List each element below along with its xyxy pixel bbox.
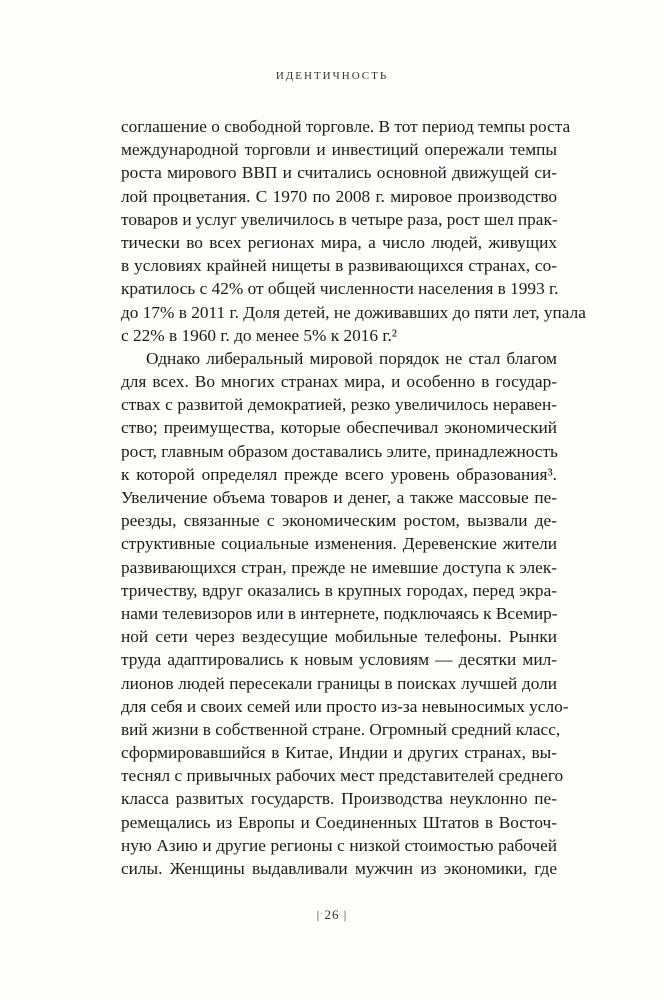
text-line: ную Азию и другие регионы с низкой стоимостью рабочей	[121, 835, 557, 855]
text-line: кратилось с 42% от общей численности населения в 1993 г.	[121, 279, 559, 299]
text-line: вий жизни в собственной стране. Огромный средний класс,	[121, 719, 561, 739]
text-line: сформировавшийся в Китае, Индии и других странах, вы-	[121, 743, 557, 763]
text-line: к которой определял прежде всего уровень образования³.	[121, 464, 557, 484]
text-line: теснял с привычных рабочих мест представителей среднего	[121, 766, 564, 786]
text-line: ной сети через вездесущие мобильные телефоны. Рынки	[121, 627, 557, 647]
text-line: ремещались из Европы и Соединенных Штатов в Восточ-	[121, 812, 557, 832]
body-text	[121, 115, 586, 880]
text-line: силы. Женщины выдавливали мужчин из экономики, где	[121, 859, 557, 878]
text-line: тически во всех регионах мира, а число людей, живущих	[121, 232, 557, 252]
text-line: лионов людей пересекали границы в поисках лучшей доли	[121, 673, 557, 693]
text-line: нами телевизоров или в интернете, подключаясь к Всемир-	[121, 603, 558, 623]
text-line: Увеличение объема товаров и денег, а также массовые пе-	[121, 488, 557, 507]
text-line: с 22% в 1960 г. до менее 5% к 2016 г.²	[121, 325, 397, 345]
text-line: структивные социальные изменения. Деревенские жители	[121, 534, 557, 554]
text-line: рост, главным образом доставались элите, принадлежность	[121, 441, 558, 461]
text-line: ствах с развитой демократией, резко увеличилось неравен-	[121, 395, 557, 415]
text-line: труда адаптировались к новым условиям — десятки мил-	[121, 650, 557, 670]
text-line: развивающихся стран, прежде не имевшие доступа к элек-	[121, 557, 557, 577]
text-line: товаров и услуг увеличилось в четыре раза, рост шел прак-	[121, 209, 558, 229]
text-line: ство; преимущества, которые обеспечивал экономический	[121, 418, 557, 438]
text-line: в условиях крайней нищеты в развивающихся странах, со-	[121, 256, 557, 276]
text-line: роста мирового ВВП и считались основной движущей си-	[121, 163, 557, 183]
text-line: тричеству, вдруг оказались в крупных городах, перед экра-	[121, 580, 557, 600]
text-line: реезды, связанные с экономическим ростом, вызвали де-	[121, 511, 557, 531]
page-number: | 26 |	[316, 907, 348, 922]
text-line: Однако либеральный мировой порядок не стал благом	[146, 348, 557, 368]
text-line: класса развитых государств. Производства неуклонно пе-	[121, 789, 557, 809]
text-line: до 17% в 2011 г. Доля детей, не доживавших до пяти лет, упала	[121, 302, 586, 322]
running-title: ИДЕНТИЧНОСТЬ	[275, 70, 389, 82]
text-line: для всех. Во многих странах мира, и особенно в государ-	[121, 372, 557, 392]
text-line: для себя и своих семей или просто из-за невыносимых усло-	[121, 696, 569, 716]
text-line: соглашение о свободной торговле. В тот период темпы роста	[121, 117, 571, 136]
text-line: лой процветания. С 1970 по 2008 г. мировое производство	[121, 186, 557, 206]
text-line: международной торговли и инвестиций опережали темпы	[121, 140, 557, 160]
